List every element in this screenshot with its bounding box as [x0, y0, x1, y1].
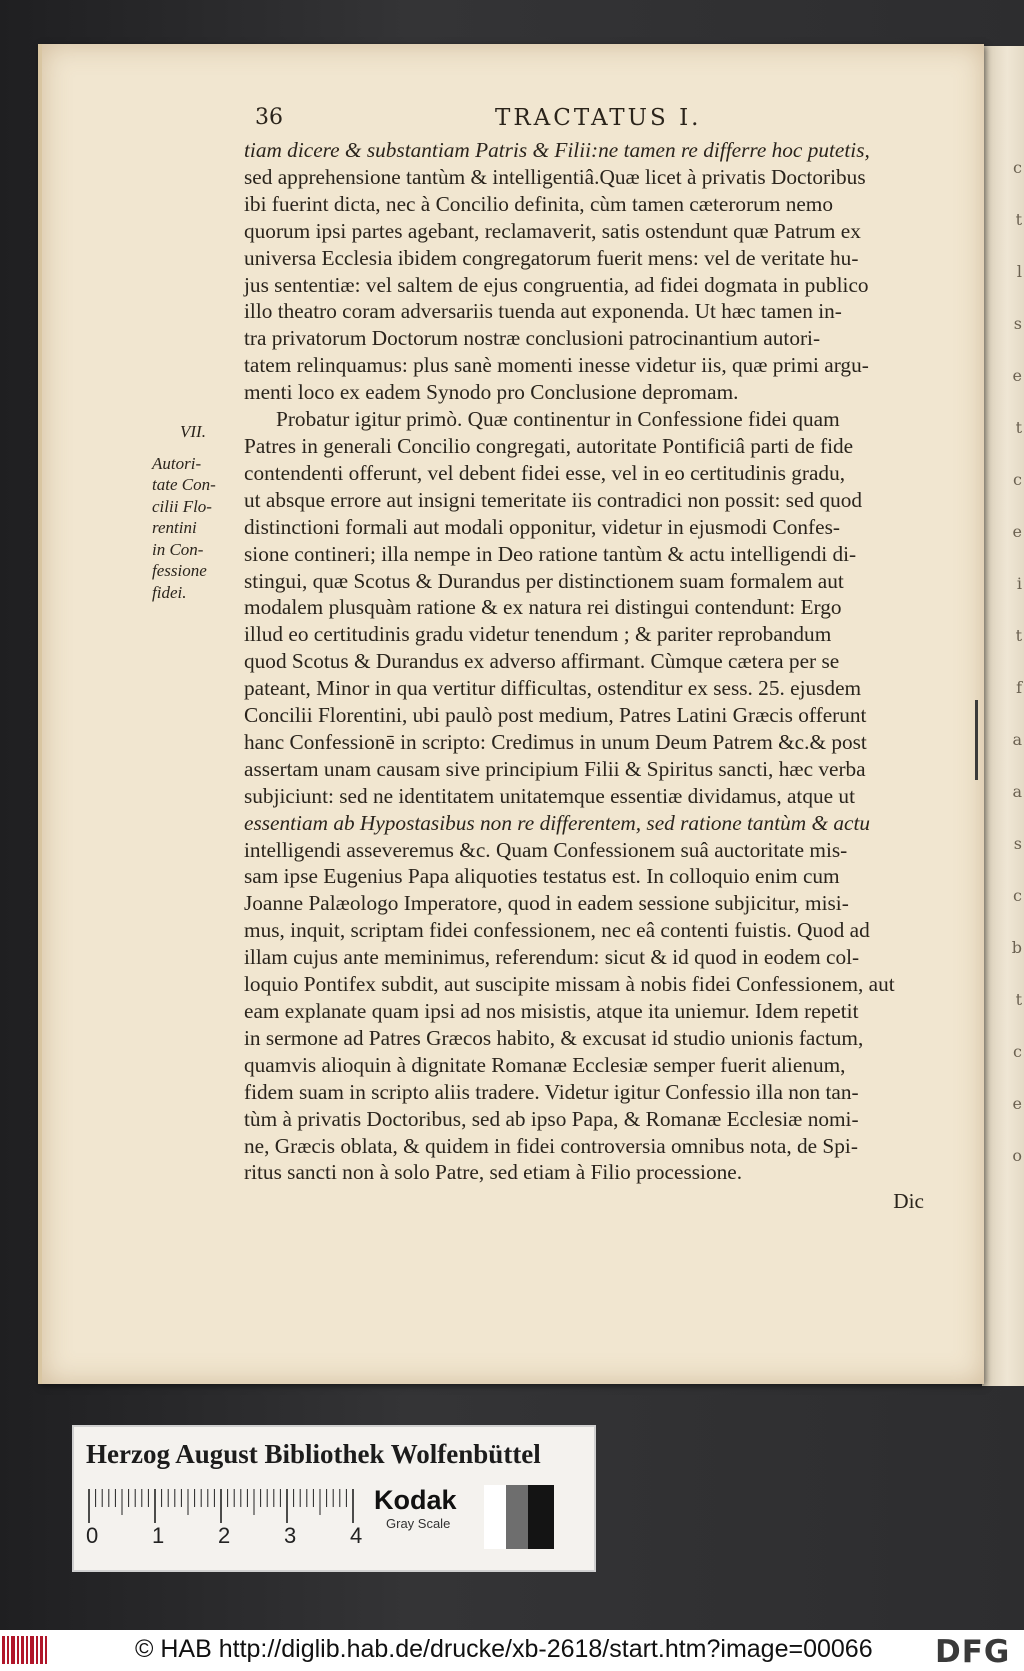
- margin-note: [152, 421, 244, 603]
- margin-note-line: fidei.: [152, 582, 187, 602]
- text-line: eam explanate quam ipsi ad nos misistis, atque ita uniemur. Idem repetit: [244, 999, 859, 1023]
- dfg-logo: DFG: [935, 1634, 1011, 1670]
- text-line: distinctioni formali aut modali opponitur, videtur in ejusmodi Confes-: [244, 514, 840, 539]
- text-line: illam cujus ante meminimus, referendum: sicut & id quod in eodem col-: [244, 945, 860, 970]
- adjacent-page-fragment: s: [1013, 314, 1022, 333]
- ruler-number: 0: [86, 1523, 99, 1548]
- adjacent-page-fragment: c: [1013, 470, 1022, 489]
- adjacent-page-fragment: e: [1012, 366, 1022, 385]
- text-line: illo theatro coram adversariis tuenda aut exponenda. Ut hæc tamen in-: [244, 299, 842, 324]
- margin-note-line: rentini: [152, 518, 197, 537]
- text-line: ritus sancti non à solo Patre, sed etiam à Filio processione.: [244, 1160, 743, 1185]
- adjacent-page-fragment: t: [1015, 990, 1022, 1009]
- footer-source-link[interactable]: © HAB http://diglib.hab.de/drucke/xb-2618/start.htm?image=00066: [135, 1635, 873, 1663]
- text-line: fidem suam in scripto aliis tradere. Videtur igitur Confessio illa non tan-: [244, 1079, 859, 1104]
- ruler-scale: [86, 1485, 366, 1525]
- text-line: Concilii Florentini, ubi paulò post medium, Patres Latini Græcis offerunt: [244, 703, 867, 728]
- page-number: 36: [255, 105, 283, 130]
- text-line: contendenti offerunt, vel debent fidei esse, vel in eo certitudinis gradu,: [244, 460, 846, 485]
- ruler-number: 3: [284, 1523, 297, 1548]
- text-line: mus, inquit, scriptam fidei confessionem, nec eâ contenti fuistis. Quod ad: [244, 918, 870, 943]
- text-line: sed apprehensione tantùm & intelligentiâ.Quæ licet à privatis Doctoribus: [244, 164, 866, 189]
- gray-step-white: [484, 1485, 506, 1549]
- margin-note-line: in Con-: [152, 539, 204, 559]
- text-line: tùm à privatis Doctoribus, sed ab ipso Papa, & Romanæ Ecclesiæ nomi-: [244, 1106, 859, 1131]
- adjacent-page-fragment: s: [1013, 834, 1022, 853]
- running-title: TRACTATUS I.: [495, 105, 702, 131]
- text-line: pateant, Minor in qua vertitur difficultas, ostenditur ex sess. 25. ejusdem: [244, 676, 862, 701]
- adjacent-page-fragment: i: [1016, 574, 1022, 593]
- adjacent-page-fragment: c: [1013, 158, 1022, 177]
- color-target-card: [72, 1425, 596, 1572]
- margin-note-line: cilii Flo-: [152, 496, 212, 516]
- text-line: stingui, quæ Scotus & Durandus per distinctionem suam formalem aut: [244, 568, 844, 593]
- text-line: hanc Confessionē in scripto: Credimus in unum Deum Patrem &c.& post: [244, 729, 867, 754]
- text-line: jus sententiæ: vel saltem de ejus congruentia, ad fidei dogmata in publico: [244, 272, 869, 297]
- text-line: Patres in generali Concilio congregati, autoritate Pontificiâ parti de fide: [244, 433, 854, 458]
- adjacent-page-fragment: o: [1012, 1146, 1022, 1165]
- margin-note-number: VII.: [180, 422, 206, 441]
- catchword: Dic: [893, 1189, 924, 1214]
- text-line: loquio Pontifex subdit, aut suscipite missam à nobis fidei Confessionem, aut: [244, 972, 895, 997]
- margin-note-line: fessione: [152, 561, 207, 580]
- text-line: modalem plusquàm ratione & ex natura rei distingui contendunt: Ergo: [244, 595, 842, 620]
- text-line: intelligendi asseveremus &c. Quam Confessionem suâ auctoritate mis-: [244, 837, 848, 862]
- text-line: subjiciunt: sed ne identitatem unitatemque essentiæ dividamus, atque ut: [244, 783, 855, 808]
- text-line: tiam dicere & substantiam Patris & Filii:ne tamen re differre hoc putetis,: [244, 138, 870, 162]
- text-line: quod Scotus & Durandus ex adverso affirmant. Cùmque cætera per se: [244, 649, 840, 674]
- gray-scale-patch: [484, 1485, 574, 1549]
- text-line: universa Ecclesia ibidem congregatorum fuerit mens: vel de veritate hu-: [244, 245, 859, 270]
- gray-step-mid: [506, 1485, 528, 1549]
- adjacent-page-fragment: a: [1012, 730, 1022, 749]
- ruler-number: 1: [152, 1523, 165, 1548]
- adjacent-page-edge: [982, 46, 1024, 1386]
- margin-note-line: tate Con-: [152, 475, 216, 494]
- adjacent-page-fragment: f: [1016, 678, 1022, 697]
- adjacent-page-fragment: e: [1012, 1094, 1022, 1113]
- text-line: menti loco ex eadem Synodo pro Conclusione depromam.: [244, 380, 739, 405]
- kodak-label: [374, 1485, 484, 1531]
- ruler-number: 4: [350, 1523, 363, 1548]
- text-line: ne, Græcis oblata, & quidem in fidei controversia omnibus nota, de Spi-: [244, 1133, 858, 1158]
- footer-bar: [0, 1630, 1024, 1671]
- adjacent-page-fragment: c: [1013, 1042, 1022, 1061]
- text-line: ibi fuerint dicta, nec à Concilio definita, cùm tamen cæterorum nemo: [244, 191, 834, 216]
- kodak-subtitle: Gray Scale: [386, 1516, 451, 1531]
- text-line: tra privatorum Doctorum nostræ conclusioni patrocinantium autori-: [244, 326, 821, 351]
- adjacent-page-fragment: t: [1015, 210, 1022, 229]
- kodak-brand: Kodak: [374, 1485, 457, 1515]
- adjacent-page-fragment: l: [1016, 262, 1022, 281]
- text-line: illud eo certitudinis gradu videtur tenendum ; & pariter reprobandum: [244, 622, 832, 647]
- text-line: Probatur igitur primò. Quæ continentur in Confessione fidei quam: [276, 407, 840, 432]
- adjacent-page-fragment: t: [1015, 418, 1022, 437]
- text-line: sam ipse Eugenius Papa aliquoties testatus est. In colloquio enim cum: [244, 864, 840, 889]
- adjacent-page-fragment: c: [1013, 886, 1022, 905]
- text-line: quamvis alioquin à dignitate Romanæ Ecclesiæ semper fuerit alienum,: [244, 1052, 846, 1077]
- ink-mark: [975, 700, 978, 780]
- text-line: essentiam ab Hypostasibus non re differentem, sed ratione tantùm & actu: [244, 810, 871, 835]
- text-line: tatem relinquamus: plus sanè momenti inesse videtur iis, quæ primi argu-: [244, 353, 869, 378]
- gray-step-black: [528, 1485, 554, 1549]
- adjacent-page-fragment: a: [1012, 782, 1022, 801]
- target-title: Herzog August Bibliothek Wolfenbüttel: [86, 1439, 541, 1469]
- adjacent-page-fragment: b: [1011, 938, 1022, 957]
- text-line: assertam unam causam sive principium Filii & Spiritus sancti, hæc verba: [244, 756, 866, 781]
- adjacent-page-fragment: t: [1015, 626, 1022, 645]
- text-line: quorum ipsi partes agebant, reclamaverit, satis ostendunt quæ Patrum ex: [244, 218, 861, 243]
- text-line: Joanne Palæologo Imperatore, quod in eadem sessione subjicitur, misi-: [244, 891, 849, 916]
- text-line: sione contineri; illa nempe in Deo ratione tantùm & actu intelligendi di-: [244, 541, 857, 566]
- margin-note-line: Autori-: [152, 453, 202, 473]
- text-line: ut absque errore aut insigni temeritate iis contradici non possit: sed quod: [244, 487, 863, 512]
- barcode-icon: [2, 1634, 48, 1666]
- adjacent-page-fragment: e: [1012, 522, 1022, 541]
- main-text: [244, 137, 944, 1215]
- ruler-number: 2: [218, 1523, 231, 1548]
- page-header: [255, 105, 945, 135]
- text-line: in sermone ad Patres Græcos habito, & excusat id studio unionis factum,: [244, 1025, 864, 1050]
